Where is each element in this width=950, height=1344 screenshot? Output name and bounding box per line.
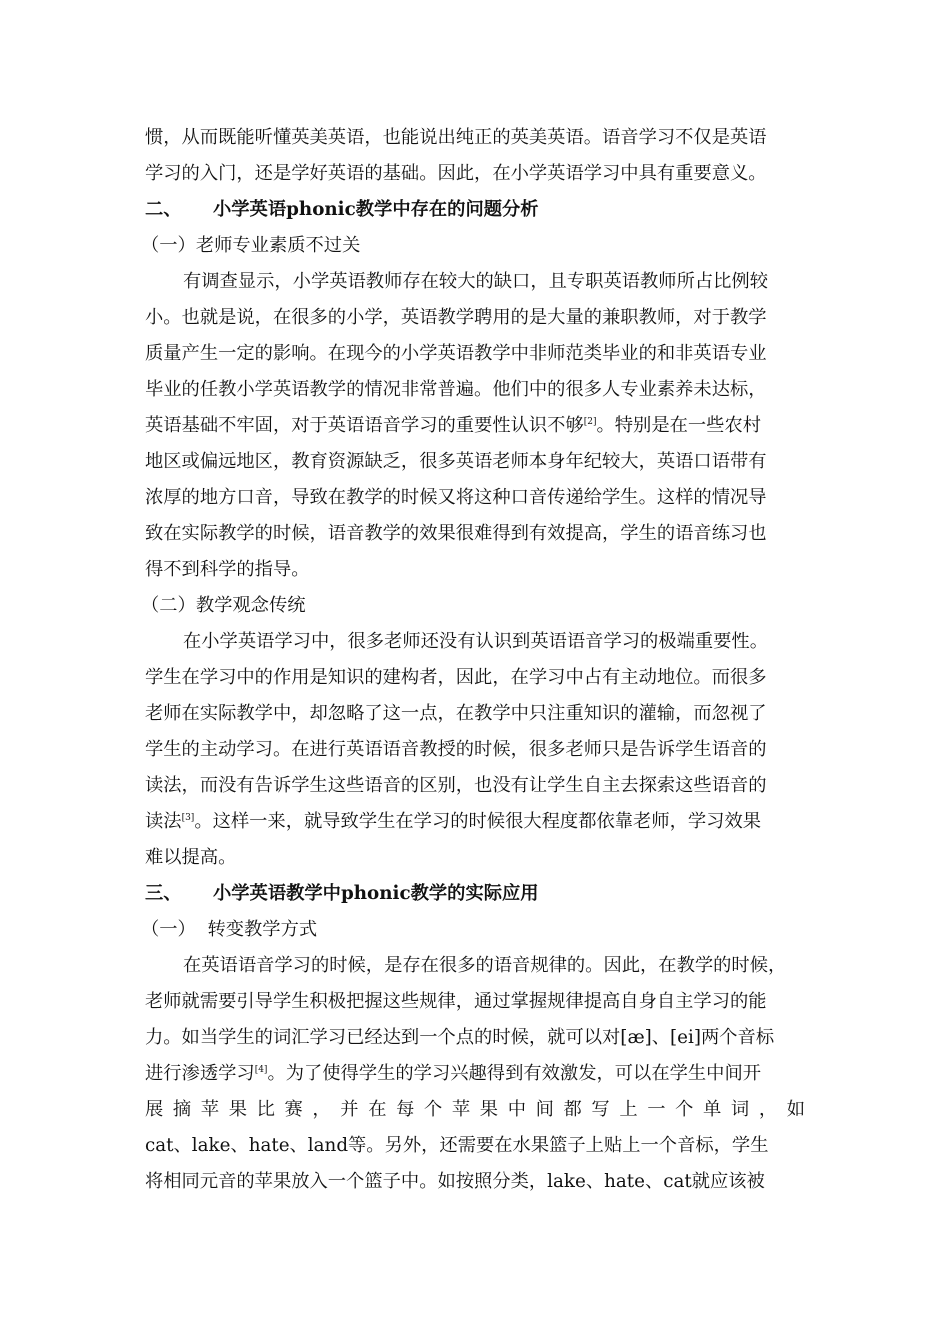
paragraph-line: 有调查显示，小学英语教师存在较大的缺口，且专职英语教师所占比例较 [183, 271, 768, 292]
section-title: 小学英语教学中phonic教学的实际应用 [213, 883, 539, 904]
line-text: 。这样一来，就导致学生在学习的时候很大程度都依靠老师，学习效果 [194, 811, 762, 832]
paragraph-line: 老师在实际教学中，却忽略了这一点，在教学中只注重知识的灌输，而忽视了 [145, 703, 767, 724]
citation-ref: [3] [181, 812, 195, 823]
section-number: 三、 [145, 883, 182, 904]
paragraph-line: 读法，而没有告诉学生这些语音的区别，也没有让学生自主去探索这些语音的 [145, 775, 767, 796]
paragraph-line: 地区或偏远地区，教育资源缺乏，很多英语老师本身年纪较大，英语口语带有 [145, 451, 767, 472]
paragraph-line: 在小学英语学习中，很多老师还没有认识到英语语音学习的极端重要性。 [183, 631, 768, 652]
paragraph-line: 致在实际教学的时候，语音教学的效果很难得到有效提高，学生的语音练习也 [145, 523, 767, 544]
paragraph-line: 浓厚的地方口音，导致在教学的时候又将这种口音传递给学生。这样的情况导 [145, 487, 767, 508]
paragraph-line: 老师就需要引导学生积极把握这些规律，通过掌握规律提高自身自主学习的能 [145, 991, 767, 1012]
line-text: 。为了使得学生的学习兴趣得到有效激发，可以在学生中间开 [267, 1063, 762, 1084]
paragraph-line: 将相同元音的苹果放入一个篮子中。如按照分类，lake、hate、cat就应该被 [145, 1171, 765, 1192]
paragraph-line: 在英语语音学习的时候，是存在很多的语音规律的。因此，在教学的时候， [183, 955, 787, 976]
section-heading-3 [145, 882, 805, 906]
paragraph-line: 力。如当学生的词汇学习已经达到一个点的时候，就可以对[æ]、[ei]两个音标 [145, 1027, 775, 1048]
paragraph-line [145, 414, 805, 438]
paragraph-line: 学生在学习中的作用是知识的建构者，因此，在学习中占有主动地位。而很多 [145, 667, 767, 688]
paragraph-line: 学生的主动学习。在进行英语语音教授的时候，很多老师只是告诉学生语音的 [145, 739, 767, 760]
line-text: 。特别是在一些农村 [596, 415, 762, 436]
paragraph-line: 学习的入门，还是学好英语的基础。因此，在小学英语学习中具有重要意义。 [145, 163, 767, 184]
subsection-heading: （一） 转变教学方式 [141, 919, 318, 940]
subsection-heading: （二）教学观念传统 [141, 595, 306, 616]
subsection-heading: （一）老师专业素质不过关 [141, 235, 361, 256]
paragraph-line: 得不到科学的指导。 [145, 559, 310, 580]
paragraph-line: 毕业的任教小学英语教学的情况非常普遍。他们中的很多人专业素养未达标， [145, 379, 767, 400]
line-text: 进行渗透学习 [145, 1063, 255, 1084]
line-text: 英语基础不牢固，对于英语语音学习的重要性认识不够 [145, 415, 584, 436]
section-heading-2 [145, 198, 805, 222]
paragraph-line: 惯，从而既能听懂英美英语，也能说出纯正的英美英语。语音学习不仅是英语 [145, 127, 767, 148]
paragraph-line: 质量产生一定的影响。在现今的小学英语教学中非师范类毕业的和非英语专业 [145, 343, 767, 364]
citation-ref: [2] [583, 416, 597, 427]
section-title: 小学英语phonic教学中存在的问题分析 [213, 199, 539, 220]
citation-ref: [4] [254, 1064, 268, 1075]
paragraph-line [145, 810, 805, 834]
paragraph-line: cat、lake、hate、land等。另外，还需要在水果篮子上贴上一个音标，学生 [145, 1135, 769, 1156]
paragraph-line: 小。也就是说，在很多的小学，英语教学聘用的是大量的兼职教师，对于教学 [145, 307, 767, 328]
section-number: 二、 [145, 199, 182, 220]
line-text: 读法 [145, 811, 182, 832]
paragraph-line: 难以提高。 [145, 847, 237, 868]
paragraph-line: 展摘苹果比赛，并在每个苹果中间都写上一个单词，如 [145, 1099, 805, 1120]
paragraph-line [145, 1062, 805, 1086]
